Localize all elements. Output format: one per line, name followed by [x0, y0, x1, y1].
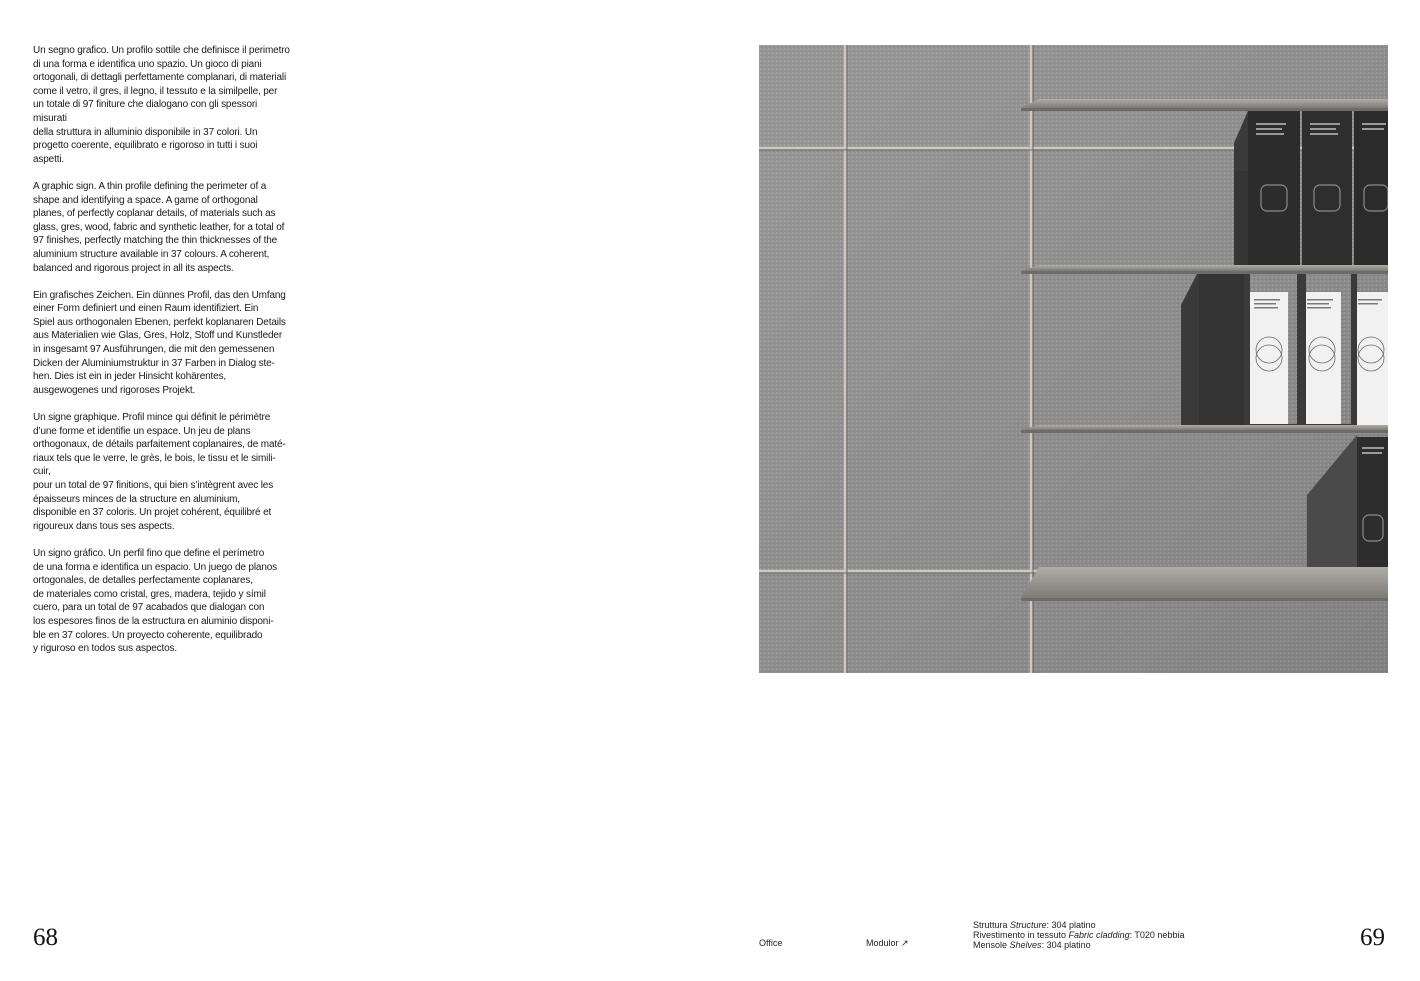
body-text-column	[33, 44, 291, 669]
binders-top	[1234, 109, 1388, 269]
binders-middle	[1181, 270, 1388, 427]
paragraph-german: Ein grafisches Zeichen. Ein dünnes Profil, das den Umfang einer Form definiert und einen Raum identifiziert. Ein Spiel aus orthogonalen Ebenen, perfekt koplanaren Details aus Materialien wie Glas, Gres, Holz, Stoff und Kunstleder in insgesamt 97 Ausführungen, die mit den gemessenen Dicken der Aluminiumstruktur in 37 Farben in Dialog ste- hen. Dies ist ein in jeder Hinsicht kohärentes, ausgewogenes und rigoroses Projekt.	[33, 289, 286, 396]
footer-product-link[interactable]: Modulor ↗	[866, 938, 909, 948]
page-number-left: 68	[33, 924, 58, 951]
product-photo	[759, 45, 1388, 673]
photo-credits	[973, 920, 1184, 950]
paragraph-spanish: Un signo gráfico. Un perfil fino que define el perímetro de una forma e identifica un espacio. Un juego de planos ortogonales, de detalles perfectamente coplanares, de materiales como cristal, gres, madera, tejido y símil cuero, para un total de 97 acabados que dialogan con los espesores finos de la estructura en aluminio disponi- ble en 37 colores. Un proyecto coherente, equilibrado y riguroso en todos sus aspectos.	[33, 547, 277, 655]
page-number-right: 69	[1360, 924, 1385, 951]
paragraph-french: Un signe graphique. Profil mince qui définit le périmètre d’une forme et identifie un espace. Un jeu de plans orthogonaux, de détails parfaitement coplanaires, de maté- riaux tels que le verre, le grès, le bois, le tissu et le simili-cuir, pour un total de 97 finitions, qui bien s’intègrent avec les épaisseurs minces de la structure en aluminium, disponible en 37 coloris. Un projet cohérent, équilibré et rigoureux dans tous ses aspects.	[33, 412, 286, 532]
paragraph-italian: Un segno grafico. Un profilo sottile che definisce il perimetro di una forma e identifica uno spazio. Un gioco di piani ortogonali, di dettagli perfettamente complanari, di materiali come il vetro, il gres, il legno, il tessuto e la similpelle, per un totale di 97 finiture che dialogano con gli spessori misurati della struttura in alluminio disponibile in 37 colori. Un progetto coerente, equilibrato e rigoroso in tutti i suoi aspetti.	[33, 45, 290, 165]
credit-fabric-cladding: Rivestimento in tessuto Fabric cladding: T020 nebbia	[973, 930, 1185, 940]
footer-section-label: Office	[759, 938, 783, 948]
credit-shelves: Mensole Shelves: 304 platino	[973, 940, 1091, 950]
paragraph-english: A graphic sign. A thin profile defining the perimeter of a shape and identifying a space. A game of orthogonal planes, of perfectly coplanar details, of materials such as glass, gres, wood, fabric and synthetic leather, for a total of 97 finishes, perfectly matching the thin thicknesses of the aluminium structure available in 37 colours. A coherent, balanced and rigorous project in all its aspects.	[33, 180, 285, 274]
credit-structure: Struttura Structure: 304 platino	[973, 920, 1096, 930]
